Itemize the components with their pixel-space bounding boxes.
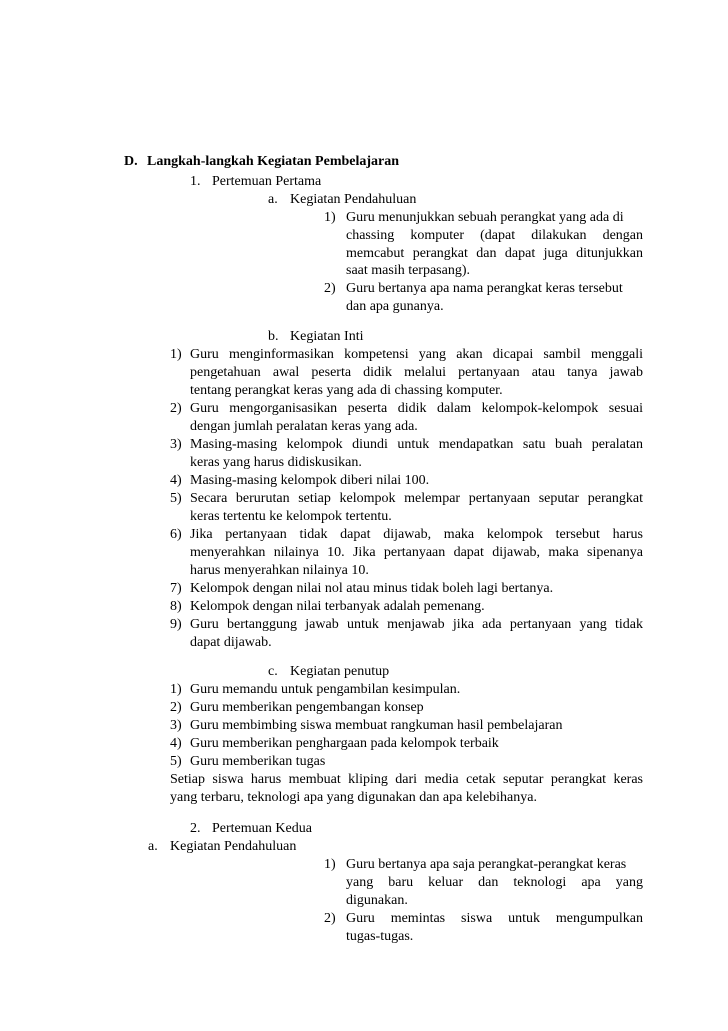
list-item-line: Masing-masing kelompok diberi nilai 100. bbox=[190, 473, 430, 488]
list-item-line: Guru membimbing siswa membuat rangkuman hasil pembelajaran bbox=[190, 718, 563, 733]
list-item-line: Guru memintas siswa untuk mengumpulkan bbox=[346, 911, 643, 926]
list-number: 5) bbox=[170, 491, 182, 506]
list-item-line: saat masih terpasang). bbox=[346, 263, 471, 278]
m1-core-title: Kegiatan Inti bbox=[290, 329, 364, 344]
list-number: 2) bbox=[324, 281, 336, 296]
list-item-line: yang baru keluar dan teknologi apa yang bbox=[346, 875, 643, 890]
m1-closing-title: Kegiatan penutup bbox=[290, 664, 390, 679]
list-item-line: Guru memberikan penghargaan pada kelompok terbaik bbox=[190, 736, 499, 751]
list-number: 2) bbox=[324, 911, 336, 926]
list-number: 1) bbox=[170, 682, 182, 697]
list-item-line: Kelompok dengan nilai terbanyak adalah pemenang. bbox=[190, 599, 485, 614]
list-item-line: chassing komputer (dapat dilakukan dengan bbox=[346, 228, 643, 243]
list-number: 1) bbox=[170, 347, 182, 362]
list-number: 7) bbox=[170, 581, 182, 596]
list-number: 1) bbox=[324, 210, 336, 225]
list-item-line: Guru bertanya apa saja perangkat-perangkat keras bbox=[346, 857, 627, 872]
m1-core-letter: b. bbox=[268, 329, 279, 344]
list-item-line: digunakan. bbox=[346, 893, 408, 908]
list-item-line: harus menyerahkan nilainya 10. bbox=[190, 563, 369, 578]
list-item-line: Guru mengorganisasikan peserta didik dalam kelompok-kelompok sesuai bbox=[190, 401, 643, 416]
meeting2-number: 2. bbox=[190, 821, 201, 836]
list-item-line: Masing-masing kelompok diundi untuk mendapatkan satu buah peralatan bbox=[190, 437, 643, 452]
list-number: 2) bbox=[170, 401, 182, 416]
closing-note-line: Setiap siswa harus membuat kliping dari media cetak seputar perangkat keras bbox=[170, 772, 643, 787]
meeting2-title: Pertemuan Kedua bbox=[212, 821, 312, 836]
list-item-line: Guru bertanya apa nama perangkat keras tersebut bbox=[346, 281, 623, 296]
meeting1-title: Pertemuan Pertama bbox=[212, 174, 322, 189]
list-item-line: pengetahuan awal peserta didik melalui pertanyaan atau tanya jawab bbox=[190, 365, 643, 380]
list-item-line: Jika pertanyaan tidak dapat dijawab, maka kelompok tersebut harus bbox=[190, 527, 643, 542]
list-item-line: Guru memandu untuk pengambilan kesimpulan. bbox=[190, 682, 461, 697]
list-item-line: dapat dijawab. bbox=[190, 635, 272, 650]
closing-note-line: yang terbaru, teknologi apa yang digunakan dan apa kelebihanya. bbox=[170, 790, 537, 805]
list-item-line: Kelompok dengan nilai nol atau minus tidak boleh lagi bertanya. bbox=[190, 581, 554, 596]
m2-intro-title: Kegiatan Pendahuluan bbox=[170, 839, 297, 854]
list-item-line: memcabut perangkat dan dapat juga ditunjukkan bbox=[346, 246, 643, 261]
list-item-line: Guru memberikan pengembangan konsep bbox=[190, 700, 424, 715]
list-number: 4) bbox=[170, 473, 182, 488]
list-item-line: dan apa gunanya. bbox=[346, 299, 444, 314]
section-title: Langkah-langkah Kegiatan Pembelajaran bbox=[147, 154, 400, 169]
list-item-line: Guru menunjukkan sebuah perangkat yang ada di bbox=[346, 210, 624, 225]
list-number: 4) bbox=[170, 736, 182, 751]
list-item-line: keras tertentu ke kelompok tertentu. bbox=[190, 509, 392, 524]
list-number: 3) bbox=[170, 437, 182, 452]
list-number: 5) bbox=[170, 754, 182, 769]
list-number: 8) bbox=[170, 599, 182, 614]
list-item-line: tentang perangkat keras yang ada di chassing komputer. bbox=[190, 383, 503, 398]
list-item-line: Guru memberikan tugas bbox=[190, 754, 326, 769]
list-number: 1) bbox=[324, 857, 336, 872]
list-item-line: Secara berurutan setiap kelompok melempar pertanyaan seputar perangkat bbox=[190, 491, 643, 506]
list-item-line: Guru bertanggung jawab untuk menjawab jika ada pertanyaan yang tidak bbox=[190, 617, 643, 632]
m1-intro-letter: a. bbox=[268, 192, 278, 207]
list-item-line: Guru menginformasikan kompetensi yang akan dicapai sambil menggali bbox=[190, 347, 643, 362]
list-number: 9) bbox=[170, 617, 182, 632]
list-item-line: keras yang harus didiskusikan. bbox=[190, 455, 362, 470]
m2-intro-letter: a. bbox=[148, 839, 158, 854]
section-letter: D. bbox=[124, 154, 138, 169]
list-number: 3) bbox=[170, 718, 182, 733]
list-item-line: tugas-tugas. bbox=[346, 929, 414, 944]
m1-intro-title: Kegiatan Pendahuluan bbox=[290, 192, 417, 207]
meeting1-number: 1. bbox=[190, 174, 201, 189]
list-number: 6) bbox=[170, 527, 182, 542]
list-item-line: menyerahkan nilainya 10. Jika pertanyaan dapat dijawab, maka sipenanya bbox=[190, 545, 643, 560]
list-item-line: dengan jumlah peralatan keras yang ada. bbox=[190, 419, 418, 434]
m1-closing-letter: c. bbox=[268, 664, 278, 679]
list-number: 2) bbox=[170, 700, 182, 715]
